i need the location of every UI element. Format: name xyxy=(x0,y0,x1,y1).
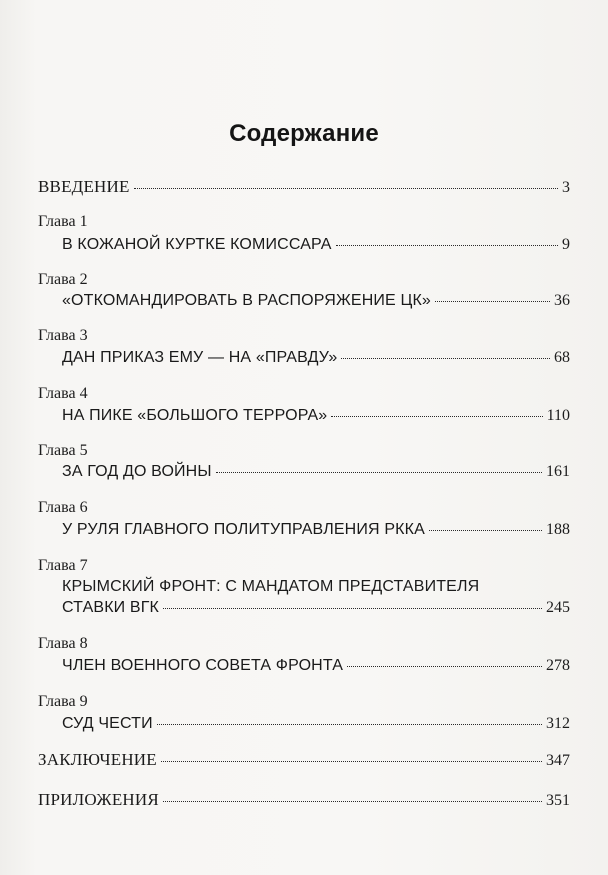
toc-entry-title: «ОТКОМАНДИРОВАТЬ В РАСПОРЯЖЕНИЕ ЦК» xyxy=(62,292,431,309)
chapter-label: Глава 6 xyxy=(38,499,88,516)
toc-entry-title: НА ПИКЕ «БОЛЬШОГО ТЕРРОРА» xyxy=(62,407,328,424)
dot-leader xyxy=(429,530,542,531)
toc-entry-page: 312 xyxy=(546,715,570,732)
toc-entry-chapter-9[interactable] xyxy=(62,713,570,735)
toc-entry-title-line-2: СТАВКИ ВГК xyxy=(62,599,160,616)
toc-entry-chapter-1[interactable] xyxy=(62,234,570,256)
dot-leader xyxy=(157,724,542,725)
chapter-label: Глава 3 xyxy=(38,327,88,344)
toc-entry-page: 9 xyxy=(562,236,570,253)
toc-entry-page: 351 xyxy=(546,792,570,809)
dot-leader xyxy=(341,358,550,359)
page-title: Содержание xyxy=(229,120,379,147)
toc-entry-page: 110 xyxy=(546,407,570,424)
toc-entry-title: СУД ЧЕСТИ xyxy=(62,715,153,732)
dot-leader xyxy=(161,761,542,762)
toc-entry-chapter-5[interactable] xyxy=(62,461,570,483)
toc-entry-chapter-4[interactable] xyxy=(62,405,570,427)
toc-entry-title-line-1[interactable]: КРЫМСКИЙ ФРОНТ: С МАНДАТОМ ПРЕДСТАВИТЕЛЯ xyxy=(62,578,480,595)
toc-entry-title: ЗАКЛЮЧЕНИЕ xyxy=(38,750,157,769)
toc-entry-page: 161 xyxy=(546,463,570,480)
toc-entry-chapter-8[interactable] xyxy=(62,655,570,677)
dot-leader xyxy=(216,472,542,473)
chapter-label: Глава 5 xyxy=(38,442,88,459)
chapter-label: Глава 2 xyxy=(38,271,88,288)
toc-entry-page: 278 xyxy=(546,657,570,674)
toc-entry-title: У РУЛЯ ГЛАВНОГО ПОЛИТУПРАВЛЕНИЯ РККА xyxy=(62,521,425,538)
dot-leader xyxy=(347,666,542,667)
toc-entry-title: ДАН ПРИКАЗ ЕМУ — НА «ПРАВДУ» xyxy=(62,349,338,366)
toc-entry-chapter-7[interactable] xyxy=(62,597,570,619)
toc-entry-conclusion[interactable] xyxy=(38,749,570,772)
dot-leader xyxy=(134,188,558,189)
toc-entry-title: ЗА ГОД ДО ВОЙНЫ xyxy=(62,463,212,480)
dot-leader xyxy=(435,301,550,302)
toc-entry-intro[interactable] xyxy=(38,176,570,199)
chapter-label: Глава 7 xyxy=(38,557,88,574)
toc-entry-chapter-6[interactable] xyxy=(62,519,570,541)
toc-entry-chapter-3[interactable] xyxy=(62,347,570,369)
chapter-label: Глава 9 xyxy=(38,693,88,710)
toc-entry-page: 68 xyxy=(554,349,570,366)
dot-leader xyxy=(331,416,542,417)
toc-entry-title: ВВЕДЕНИЕ xyxy=(38,177,130,196)
toc-entry-title: ЧЛЕН ВОЕННОГО СОВЕТА ФРОНТА xyxy=(62,657,344,674)
toc-entry-title: В КОЖАНОЙ КУРТКЕ КОМИССАРА xyxy=(62,236,332,253)
chapter-label: Глава 4 xyxy=(38,385,88,402)
dot-leader xyxy=(336,245,558,246)
dot-leader xyxy=(163,608,542,609)
toc-entry-appendix[interactable] xyxy=(38,789,570,812)
table-of-contents xyxy=(38,0,570,875)
toc-entry-page: 245 xyxy=(546,599,570,616)
dot-leader xyxy=(163,801,542,802)
toc-entry-title: ПРИЛОЖЕНИЯ xyxy=(38,790,159,809)
toc-entry-page: 188 xyxy=(546,521,570,538)
toc-entry-page: 347 xyxy=(546,752,570,769)
chapter-label: Глава 1 xyxy=(38,213,88,230)
chapter-label: Глава 8 xyxy=(38,635,88,652)
toc-entry-page: 3 xyxy=(562,179,570,196)
toc-entry-page: 36 xyxy=(554,292,570,309)
toc-entry-chapter-2[interactable] xyxy=(62,290,570,312)
